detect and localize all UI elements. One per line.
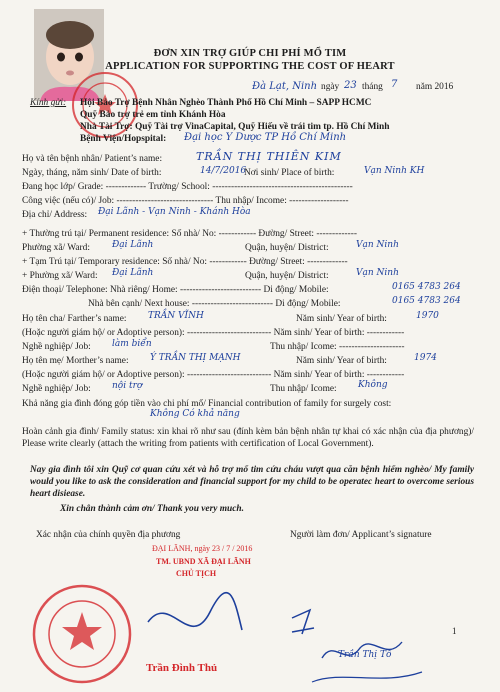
kinh-gui-label: Kính gửi: [30, 98, 67, 108]
father-yob: 1970 [416, 311, 439, 321]
recipient-sponsor: Nhà Tài Trợ: Quỹ Tài trợ VinaCapital, Quỹ Hiếu về trái tim tp. Hồ Chí Minh [80, 122, 390, 132]
father-job: làm biển [112, 339, 152, 349]
pob-value: Vạn Ninh KH [364, 166, 425, 176]
date-place: Đà Lạt, Ninh [252, 81, 318, 92]
stamp-role: CHỦ TỊCH [176, 569, 217, 578]
address-value: Đại Lãnh - Vạn Ninh - Khánh Hòa [98, 207, 251, 217]
ward2-label: + Phường xã/ Ward: [22, 271, 98, 281]
mother-income-label: Thu nhập/ Icome: [270, 384, 337, 394]
next-house-line: Nhà bên cạnh/ Next house: -------------------------- Di động/ Mobile: [88, 299, 341, 309]
page-number: 1 [452, 626, 457, 636]
local-authority-label: Xác nhận của chính quyền địa phương [36, 530, 181, 540]
contribution-value: Không Có khả năng [150, 409, 240, 419]
family-status: Hoàn cảnh gia đình/ Family status: xin khai rõ như sau (đính kèm bản bệnh nhân tự khai có xác nhận của địa phương)/ Please write clearly (attach the writing from patients with certification of Local Government). [22, 427, 474, 449]
dob-label: Ngày, tháng, năm sinh/ Date of birth: [22, 168, 162, 178]
approval-date: ĐẠI LÃNH, ngày 23 / 7 / 2016 [152, 544, 253, 553]
father-income-line: Thu nhập/ Icome: --------------------- [270, 342, 405, 352]
mother-label: Họ tên mẹ/ Morther’s name: [22, 356, 129, 366]
applicant-signature-label: Người làm đơn/ Applicant’s signature [290, 530, 432, 540]
father-label: Họ tên cha/ Farther’s name: [22, 314, 127, 324]
district1-label: Quận, huyện/ District: [245, 243, 329, 253]
date-day-label: ngày [321, 82, 340, 92]
applicant-signature-name: Trần Thị Tố [338, 650, 392, 660]
phone-value: 0165 4783 264 [392, 282, 461, 292]
ward1-value: Đại Lãnh [112, 240, 154, 250]
date-year: năm 2016 [416, 82, 454, 92]
official-name: Trần Đình Thủ [146, 662, 218, 674]
date-day: 23 [344, 80, 357, 91]
contribution-label: Khả năng gia đình đóng góp tiền vào chi phí mổ/ Financial contribution of family for surgely cost: [22, 399, 392, 409]
pob-label: Nơi sinh/ Place of birth: [244, 168, 335, 178]
mother-name: Ý TRẦN THỊ MẠNH [150, 353, 241, 363]
plea-paragraph: Nay gia đình tôi xin Quỹ cơ quan cứu xét và hỗ trợ mổ tim cứu cháu vượt qua căn bệnh hiểm nghèo/ My family would you like to ask the consideration and financial support for my child to be operatec heart to overcome serious heart disiease. [30, 465, 474, 499]
district1-value: Vạn Ninh [356, 240, 399, 250]
ward2-value: Đại Lãnh [112, 268, 154, 278]
stamp-org: TM. UBND XÃ ĐẠI LÃNH [156, 557, 251, 566]
date-month: 7 [391, 79, 398, 90]
mother-yob-label: Năm sinh/ Year of birth: [296, 356, 387, 366]
father-job-label: Nghề nghiệp/ Job: [22, 342, 91, 352]
thanks-line: Xin chân thành cảm ơn/ Thank you very much. [60, 504, 244, 514]
permanent-residence-line: + Thường trú tại/ Permanent residence: Số nhà/ No: ------------ Đường/ Street: ------------- [22, 229, 357, 239]
father-name: TRẦN VĨNH [148, 311, 204, 321]
red-round-seal [30, 582, 134, 686]
hospital-name: Đại học Y Dược TP Hồ Chí Minh [184, 132, 347, 143]
patient-name-label: Họ và tên bệnh nhân/ Patient’s name: [22, 154, 163, 164]
grade-line: Đang học lớp/ Grade: ------------- Trường/ School: --------------------------------------------- [22, 182, 353, 192]
guardian2-line: (Hoặc người giám hộ/ or Adoptive person): --------------------------- Năm sinh/ Year of birth: ------------ [22, 370, 405, 380]
title-english: APPLICATION FOR SUPPORTING THE COST OF HEART [105, 61, 395, 72]
ward1-label: Phường xã/ Ward: [22, 243, 90, 253]
recipient-sapp: Hội Bảo Trợ Bệnh Nhân Nghèo Thành Phố Hồ Chí Minh – SAPP HCMC [80, 98, 372, 108]
temporary-residence-line: + Tạm Trú tại/ Temporary residence: Số nhà/ No: ------------ Đường/ Street: ------------- [22, 257, 348, 267]
mother-job-label: Nghề nghiệp/ Job: [22, 384, 91, 394]
title-vietnamese: ĐƠN XIN TRỢ GIÚP CHI PHÍ MỔ TIM [153, 48, 347, 59]
father-yob-label: Năm sinh/ Year of birth: [296, 314, 387, 324]
mother-income: Không [358, 380, 388, 390]
district2-label: Quận, huyện/ District: [245, 271, 329, 281]
recipient-hospital-label: Bệnh Viện/Hopspital: [80, 134, 167, 144]
next-house-mobile: 0165 4783 264 [392, 296, 461, 306]
date-month-label: tháng [362, 82, 383, 92]
mother-job: nội trợ [112, 381, 143, 391]
recipient-khanh-hoa: Quỹ Bảo trợ trẻ em tỉnh Khánh Hòa [80, 110, 226, 120]
patient-name: TRẦN THỊ THIÊN KIM [196, 150, 342, 163]
mother-yob: 1974 [414, 353, 437, 363]
district2-value: Vạn Ninh [356, 268, 399, 278]
dob-value: 14/7/2016 [200, 166, 247, 176]
phone-line: Điện thoại/ Telephone: Nhà riêng/ Home: -------------------------- Di động/ Mobile: [22, 285, 329, 295]
address-label: Địa chỉ/ Address: [22, 210, 88, 220]
guardian1-line: (Hoặc người giám hộ/ or Adoptive person): --------------------------- Năm sinh/ Year of birth: ------------ [22, 328, 405, 338]
applicant-signature-icon [282, 598, 432, 688]
job-line: Công việc (nếu có)/ Job: ------------------------------- Thu nhập/ Income: ------------------- [22, 196, 349, 206]
official-signature-icon [140, 582, 250, 654]
